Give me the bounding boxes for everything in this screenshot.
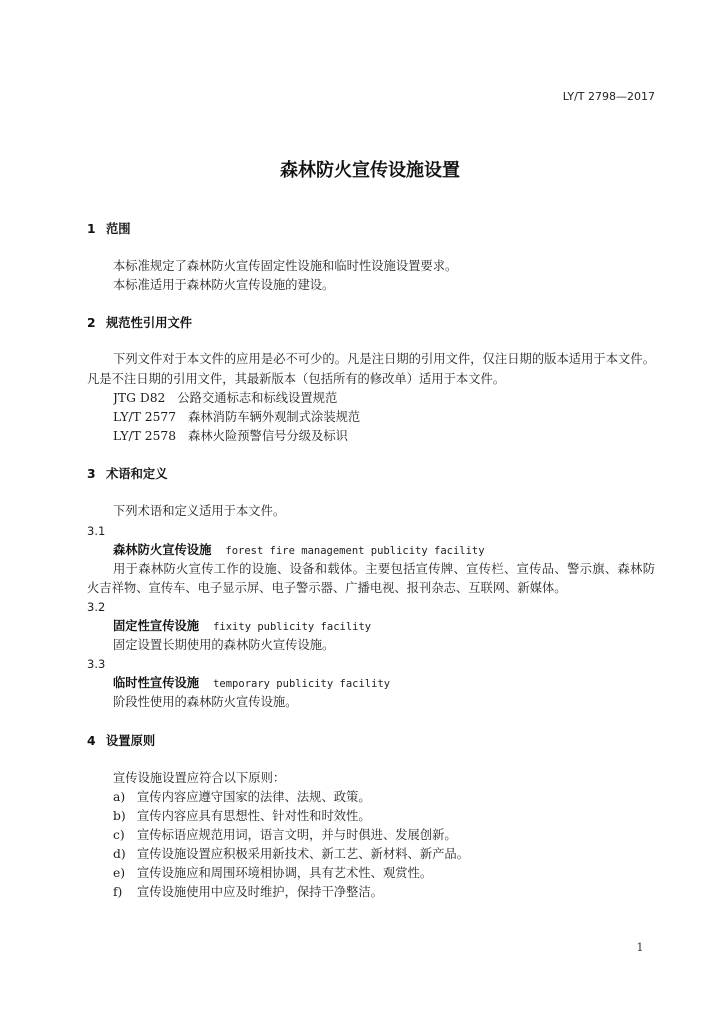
definition-line: 阶段性使用的森林防火宣传设施。	[113, 695, 298, 709]
section-number: 3	[87, 467, 96, 481]
standard-code: LY/T 2798—2017	[562, 90, 655, 103]
clause-number: 3.3	[87, 657, 106, 671]
list-item-text: 宣传内容应具有思想性、针对性和时效性。	[137, 809, 371, 823]
list-item-label: a)	[113, 790, 126, 804]
section-number: 4	[87, 734, 96, 748]
list-item-text: 宣传设施使用中应及时维护，保持干净整洁。	[137, 885, 383, 899]
reference-title: 森林消防车辆外观制式涂装规范	[188, 410, 361, 424]
term-english: temporary publicity facility	[213, 678, 391, 690]
list-item-label: d)	[113, 847, 126, 861]
paragraph-line: 下列文件对于本文件的应用是必不可少的。凡是注日期的引用文件，仅注日期的版本适用于本文件。	[113, 352, 655, 366]
list-item	[113, 884, 668, 900]
term-entry	[113, 675, 633, 692]
reference-code: JTG D82	[113, 391, 166, 405]
list-item	[113, 827, 668, 843]
reference-item	[113, 409, 668, 425]
paragraph: 下列术语和定义适用于本文件。	[113, 504, 286, 518]
list-item-text: 宣传设施应和周围环境相协调，具有艺术性、观赏性。	[137, 866, 433, 880]
list-item	[113, 846, 668, 862]
list-item-text: 宣传内容应遵守国家的法律、法规、政策。	[137, 790, 371, 804]
list-item-label: f)	[113, 885, 123, 899]
list-item	[113, 808, 668, 824]
reference-item	[113, 390, 668, 406]
section-heading-principles	[87, 733, 487, 749]
paragraph: 本标准规定了森林防火宣传固定性设施和临时性设施设置要求。	[113, 259, 458, 273]
list-item-text: 宣传设施设置应积极采用新技术、新工艺、新材料、新产品。	[137, 847, 470, 861]
term-english: forest fire management publicity facility	[225, 545, 485, 557]
reference-item	[113, 428, 668, 444]
section-heading-terms	[87, 466, 487, 482]
term-english: fixity publicity facility	[213, 621, 372, 633]
section-title: 术语和定义	[106, 467, 168, 481]
paragraph: 宣传设施设置应符合以下原则：	[113, 771, 286, 785]
section-heading-normative-references	[87, 315, 487, 331]
definition-line: 火吉祥物、宣传车、电子显示屏、电子警示器、广播电视、报刊杂志、互联网、新媒体。	[87, 581, 567, 595]
clause-number: 3.2	[87, 600, 106, 614]
section-title: 设置原则	[106, 734, 156, 748]
section-number: 1	[87, 222, 96, 236]
term-chinese: 森林防火宣传设施	[113, 543, 212, 557]
list-item	[113, 789, 668, 805]
list-item-label: b)	[113, 809, 126, 823]
list-item-text: 宣传标语应规范用词，语言文明，并与时俱进、发展创新。	[137, 828, 457, 842]
paragraph-line: 凡是不注日期的引用文件，其最新版本（包括所有的修改单）适用于本文件。	[87, 372, 506, 386]
list-item-label: c)	[113, 828, 125, 842]
section-title: 范围	[106, 222, 131, 236]
reference-title: 公路交通标志和标线设置规范	[177, 391, 338, 405]
term-chinese: 固定性宣传设施	[113, 619, 200, 633]
section-title: 规范性引用文件	[106, 316, 193, 330]
section-heading-scope	[87, 221, 487, 237]
document-title: 森林防火宣传设施设置	[280, 160, 460, 181]
clause-number: 3.1	[87, 524, 106, 538]
definition-line: 固定设置长期使用的森林防火宣传设施。	[113, 638, 335, 652]
term-entry	[113, 618, 633, 635]
list-item-label: e)	[113, 866, 126, 880]
reference-title: 森林火险预警信号分级及标识	[188, 429, 348, 443]
term-entry	[113, 542, 633, 559]
section-number: 2	[87, 316, 96, 330]
page-number: 1	[636, 941, 644, 954]
reference-code: LY/T 2578	[113, 429, 177, 443]
reference-code: LY/T 2577	[113, 410, 177, 424]
definition-line: 用于森林防火宣传工作的设施、设备和载体。主要包括宣传牌、宣传栏、宣传品、警示旗、森林防	[113, 562, 655, 576]
term-chinese: 临时性宣传设施	[113, 676, 200, 690]
paragraph: 本标准适用于森林防火宣传设施的建设。	[113, 278, 335, 292]
list-item	[113, 865, 668, 881]
